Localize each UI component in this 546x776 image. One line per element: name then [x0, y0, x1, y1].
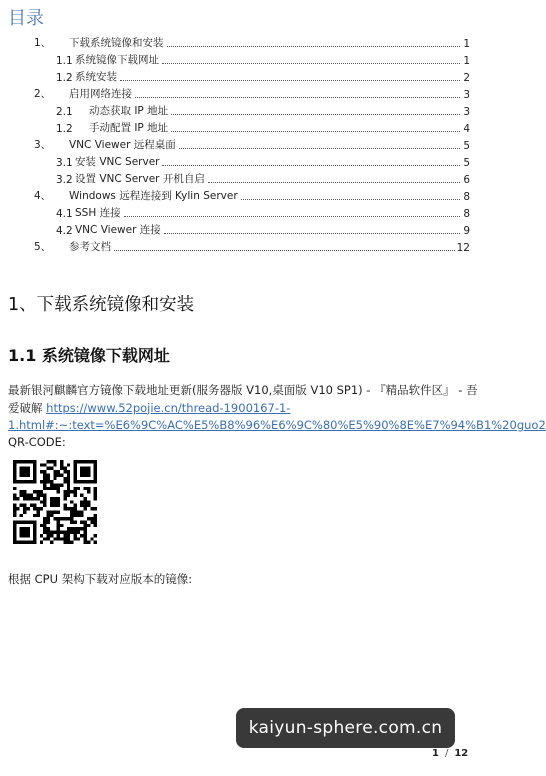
toc-entry-number: 1.2: [56, 72, 73, 84]
toc-entry-number: 4.2: [56, 225, 73, 237]
toc-entry-page: 9: [463, 225, 470, 237]
download-paragraph: [8, 382, 546, 435]
download-link-line2: 1.html#:~:text=%E6%9C%AC%E5%B8%96%E6%9C%80%E5%90%8E%E7%94%B1%20guo2: [8, 418, 546, 432]
toc-entry[interactable]: [56, 169, 470, 186]
toc-leader-dots: [164, 233, 460, 234]
toc-entry-number: 2.1: [56, 106, 73, 118]
toc-entry-label: 系统安装: [75, 71, 117, 83]
toc-entry[interactable]: [56, 50, 470, 67]
toc-title: 目录: [8, 8, 44, 29]
toc-entry-number: 1、: [34, 37, 52, 49]
toc-entry-label: VNC Viewer 远程桌面: [69, 139, 176, 151]
toc-entry-label: 动态获取 IP 地址: [89, 105, 169, 117]
toc-entry-label: 安装 VNC Server: [75, 156, 160, 168]
toc-entry-page: 8: [463, 191, 470, 203]
toc-entry-label: 设置 VNC Server 开机自启: [75, 173, 205, 185]
subsection-heading: 1.1 系统镜像下载网址: [8, 346, 170, 365]
toc-entry[interactable]: [34, 33, 470, 50]
paragraph-text: 最新银河麒麟官方镜像下载地址更新(服务器版 V10,桌面版 V10 SP1) - 『精品软件区』 - 吾爱破解: [8, 383, 478, 415]
toc-leader-dots: [167, 46, 461, 47]
toc-entry[interactable]: [56, 118, 470, 135]
cpu-instruction-text: 根据 CPU 架构下载对应版本的镜像:: [8, 572, 193, 586]
toc-entry-label: SSH 连接: [75, 207, 121, 219]
toc-entry-page: 12: [456, 242, 470, 254]
toc-leader-dots: [162, 63, 460, 64]
toc-entry-page: 5: [463, 157, 470, 169]
toc-entry-page: 4: [463, 123, 470, 135]
toc-entry-number: 4、: [34, 190, 52, 202]
toc-leader-dots: [208, 182, 460, 183]
toc-entry[interactable]: [34, 84, 470, 101]
toc-entry-label: Windows 远程连接到 Kylin Server: [69, 190, 238, 202]
toc-entry-number: 1.1: [56, 55, 73, 67]
toc-leader-dots: [120, 80, 460, 81]
toc-entry-page: 6: [463, 174, 470, 186]
toc-entry[interactable]: [34, 237, 470, 254]
toc-leader-dots: [135, 97, 460, 98]
toc-entry-number: 3.2: [56, 174, 73, 186]
toc-entry[interactable]: [34, 186, 470, 203]
toc-entry-page: 3: [463, 106, 470, 118]
download-link-line1: https://www.52pojie.cn/thread-1900167-1-: [46, 400, 291, 415]
toc-entry[interactable]: [56, 101, 470, 118]
page-indicator: [432, 748, 468, 759]
toc-entry[interactable]: [56, 220, 470, 237]
toc-leader-dots: [171, 114, 460, 115]
toc-entry-label: 系统镜像下载网址: [75, 54, 159, 66]
total-page-count: 12: [454, 748, 469, 759]
toc-entry-label: VNC Viewer 连接: [75, 224, 161, 236]
toc-entry-number: 1.2: [56, 123, 73, 135]
toc-entry-label: 参考文档: [69, 241, 111, 253]
toc-entry-number: 5、: [34, 241, 52, 253]
qr-code-label: QR-CODE:: [8, 435, 66, 449]
page-separator: /: [444, 748, 449, 759]
toc-leader-dots: [162, 165, 460, 166]
toc-entry-label: 启用网络连接: [69, 88, 132, 100]
toc-entry-number: 3.1: [56, 157, 73, 169]
toc-entry-page: 5: [463, 140, 470, 152]
watermark-badge: [236, 708, 455, 748]
toc-entry-page: 3: [463, 89, 470, 101]
toc-entry-page: 2: [463, 72, 470, 84]
toc-entry-number: 4.1: [56, 208, 73, 220]
toc-entry-number: 2、: [34, 88, 52, 100]
qr-code-image: [13, 460, 97, 544]
toc-leader-dots: [241, 199, 460, 200]
toc-leader-dots: [124, 216, 460, 217]
current-page-number: 1: [432, 748, 439, 759]
toc-entry-page: 1: [463, 55, 470, 67]
watermark-text: kaiyun-sphere.com.cn: [248, 718, 443, 738]
toc-entry-number: 3、: [34, 139, 52, 151]
toc-entry-label: 手动配置 IP 地址: [89, 122, 169, 134]
toc-entry-page: 8: [463, 208, 470, 220]
toc-entry-page: 1: [463, 38, 470, 50]
toc-entry[interactable]: [56, 152, 470, 169]
toc-entry-label: 下载系统镜像和安装: [69, 37, 164, 49]
toc-leader-dots: [179, 148, 460, 149]
section-heading: 1、下载系统镜像和安装: [8, 295, 195, 315]
toc-entry[interactable]: [56, 203, 470, 220]
download-link[interactable]: [8, 401, 546, 433]
toc-entry[interactable]: [56, 67, 470, 84]
toc-leader-dots: [171, 131, 460, 132]
toc-leader-dots: [114, 250, 455, 251]
toc-entry[interactable]: [34, 135, 470, 152]
